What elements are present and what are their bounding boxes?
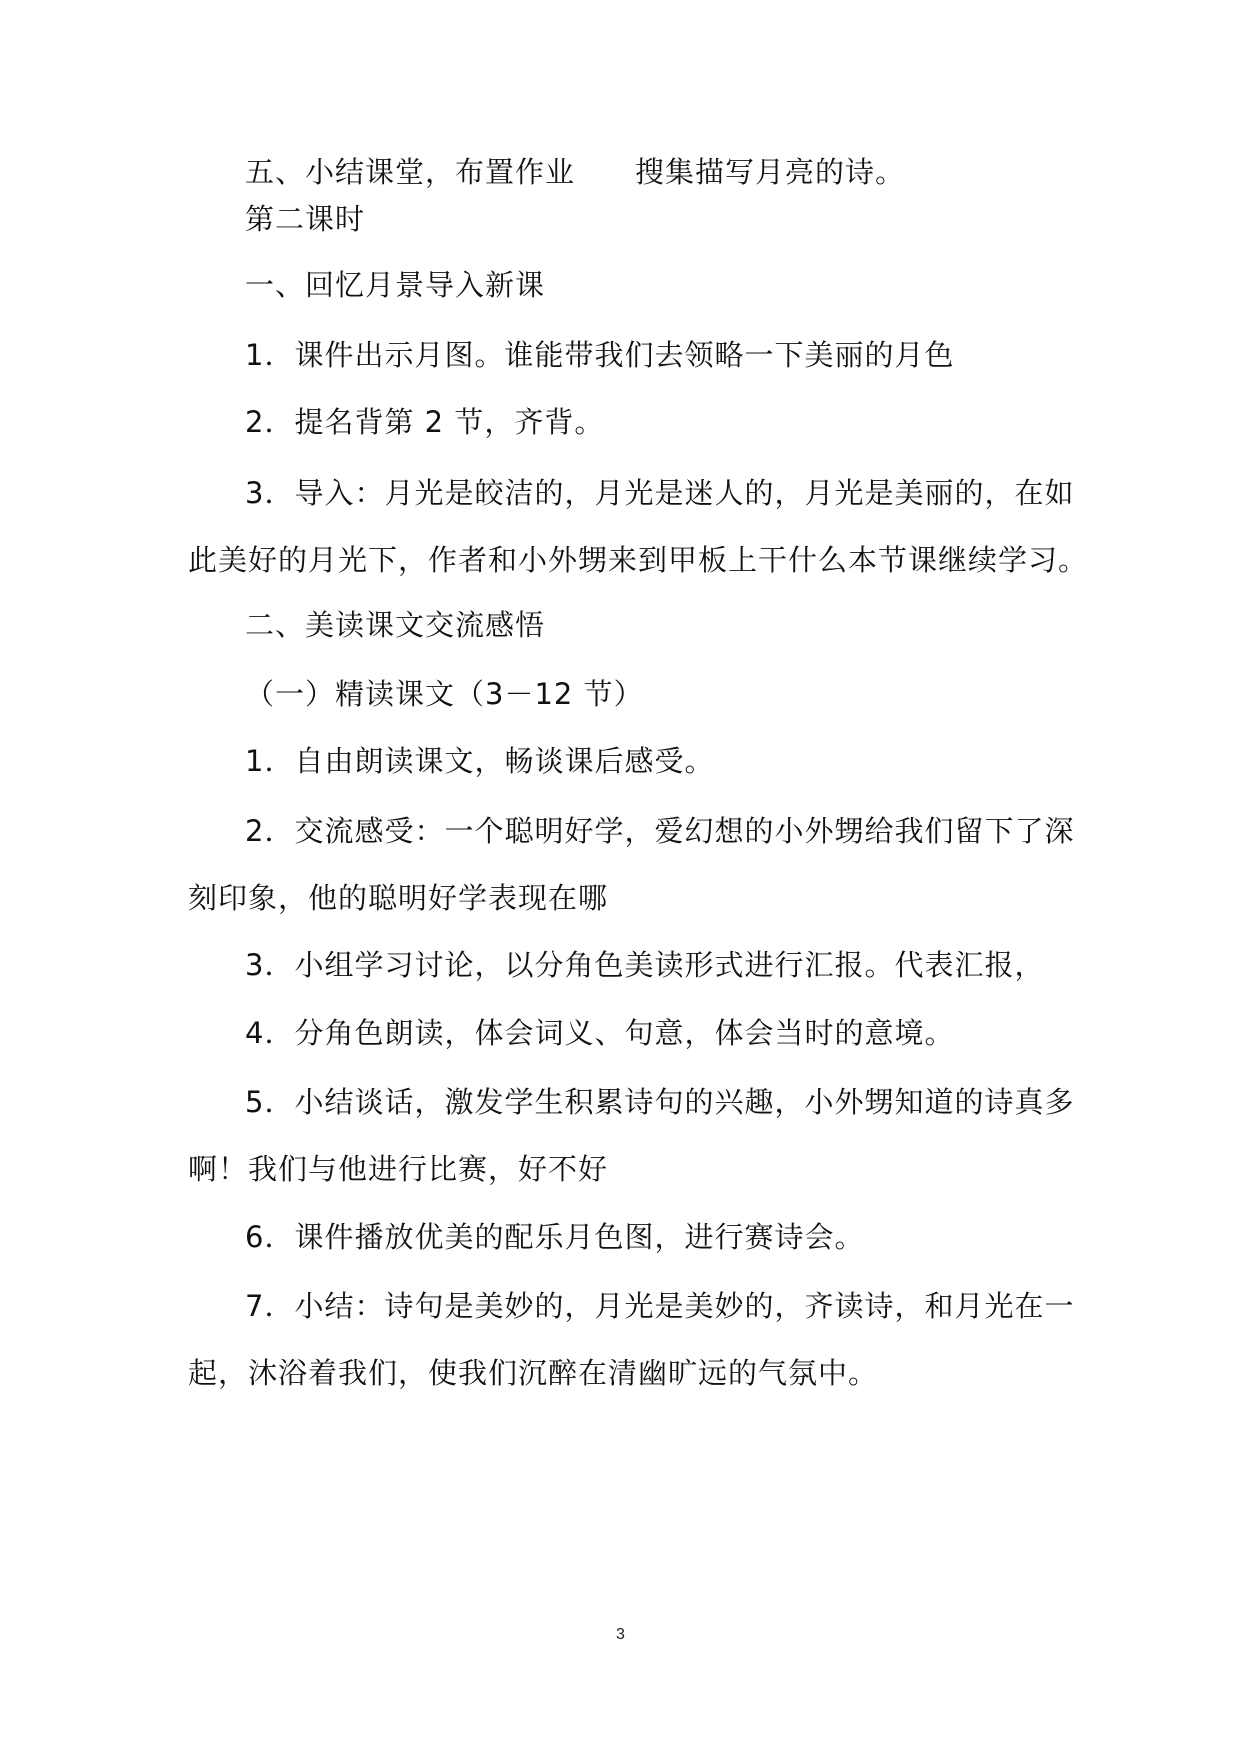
paragraph-step-5-line-1: 5．小结谈话，激发学生积累诗句的兴趣，小外甥知道的诗真多 xyxy=(245,1085,1075,1119)
paragraph-step-2-line-1: 2．交流感受：一个聪明好学，爱幻想的小外甥给我们留下了深 xyxy=(245,814,1075,848)
paragraph-item-3-line-2: 此美好的月光下，作者和小外甥来到甲板上干什么本节课继续学习。 xyxy=(188,543,1089,577)
heading-section-one: 一、回忆月景导入新课 xyxy=(245,268,546,302)
paragraph-summary-homework: 五、小结课堂，布置作业 搜集描写月亮的诗。 xyxy=(245,155,906,189)
paragraph-step-7-line-1: 7．小结：诗句是美妙的，月光是美妙的，齐读诗，和月光在一 xyxy=(245,1289,1075,1323)
paragraph-step-5-line-2: 啊！我们与他进行比赛，好不好 xyxy=(188,1152,609,1186)
page-number: 3 xyxy=(616,1626,625,1643)
paragraph-step-6: 6．课件播放优美的配乐月色图，进行赛诗会。 xyxy=(245,1220,865,1254)
paragraph-step-1: 1．自由朗读课文，畅谈课后感受。 xyxy=(245,744,715,778)
paragraph-step-7-line-2: 起，沐浴着我们，使我们沉醉在清幽旷远的气氛中。 xyxy=(188,1356,879,1390)
paragraph-item-1: 1．课件出示月图。谁能带我们去领略一下美丽的月色 xyxy=(245,338,955,372)
subheading-close-reading: （一）精读课文（3－12 节） xyxy=(245,677,644,711)
paragraph-step-4: 4．分角色朗读，体会词义、句意，体会当时的意境。 xyxy=(245,1016,955,1050)
paragraph-step-2-line-2: 刻印象，他的聪明好学表现在哪 xyxy=(188,881,609,915)
heading-second-lesson: 第二课时 xyxy=(245,202,366,236)
paragraph-item-3-line-1: 3．导入：月光是皎洁的，月光是迷人的，月光是美丽的，在如 xyxy=(245,476,1075,510)
heading-section-two: 二、美读课文交流感悟 xyxy=(245,608,546,642)
paragraph-item-2: 2．提名背第 2 节，齐背。 xyxy=(245,405,605,439)
paragraph-step-3: 3．小组学习讨论，以分角色美读形式进行汇报。代表汇报， xyxy=(245,948,1045,982)
